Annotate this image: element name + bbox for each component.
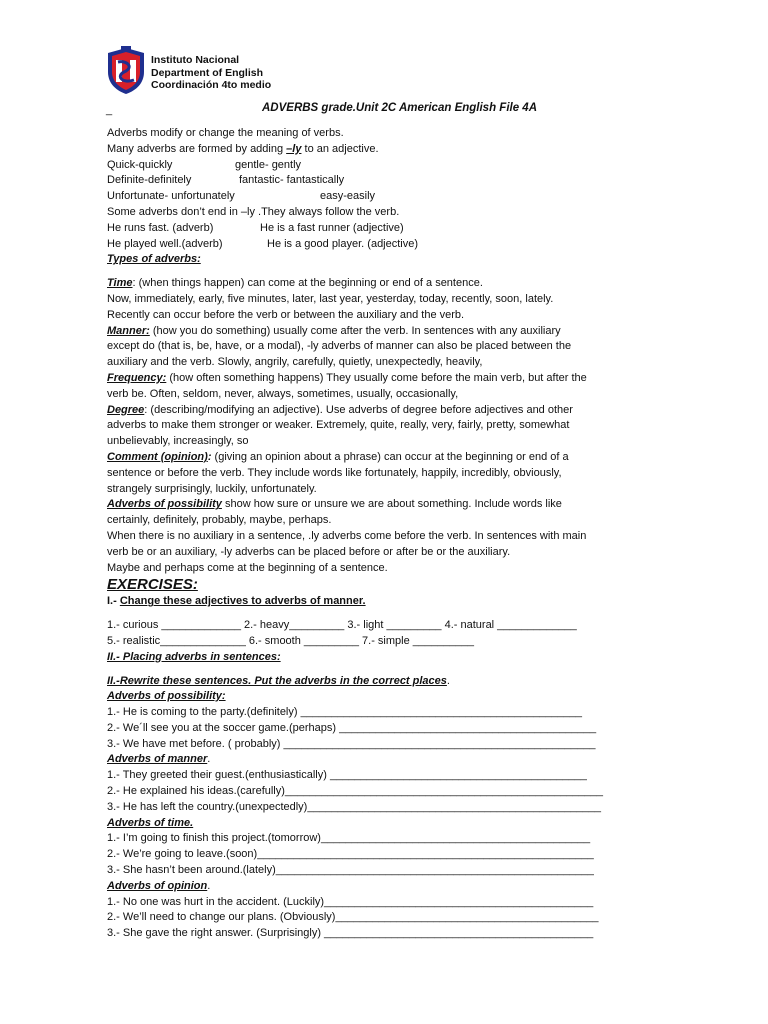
example-right: He is a fast runner (adjective): [260, 221, 404, 234]
exercise-sentence[interactable]: 1.- They greeted their guest.(enthusiastically) __________________________________________: [107, 769, 587, 782]
comment-line: [107, 450, 667, 466]
exercise-2-heading: II.- Placing adverbs in sentences:: [107, 650, 281, 663]
opinion-section-heading: [107, 879, 667, 895]
worksheet-body: [107, 126, 667, 942]
example-pair: [107, 173, 667, 189]
auxiliary-line: When there is no auxiliary in a sentence, .ly adverbs come before the verb. In sentences with main: [107, 529, 587, 542]
time-text: : (when things happen) can come at the beginning or end of a sentence.: [132, 277, 483, 290]
exercise-1-number: I.-: [107, 595, 120, 608]
time-line: Now, immediately, early, five minutes, later, last year, yesterday, today, recently, soon, lately.: [107, 292, 554, 305]
intro-line: Adverbs modify or change the meaning of verbs.: [107, 127, 344, 139]
time-line: [107, 276, 667, 292]
institution-name: Instituto Nacional: [151, 54, 240, 66]
degree-line: unbelievably, increasingly, so: [107, 435, 249, 448]
possibility-label: Adverbs of possibility: [107, 498, 222, 511]
example-left: Quick-quickly: [107, 158, 173, 171]
example-pair: [107, 237, 667, 253]
header-mark: _: [106, 104, 113, 116]
example-left: Definite-definitely: [107, 174, 192, 187]
exercise-sentence[interactable]: 3.- We have met before. ( probably) ___________________________________________________: [107, 737, 596, 750]
comment-colon: :: [207, 450, 212, 463]
example-pair: [107, 221, 667, 237]
exercise-2-instruction-text: II.-Rewrite these sentences. Put the adverbs in the correct places: [107, 674, 447, 687]
instruction-dot: .: [446, 674, 450, 687]
intro-text: to an adjective.: [301, 142, 379, 155]
exercise-sentence[interactable]: 2.- We’ll need to change our plans. (Obviously)___________________________________________: [107, 911, 599, 924]
auxiliary-line: Maybe and perhaps come at the beginning of a sentence.: [107, 561, 388, 574]
exercises-heading: EXERCISES:: [107, 576, 198, 594]
example-pair: [107, 158, 667, 174]
exercise-sentence[interactable]: 1.- He is coming to the party.(definitely) ______________________________________________: [107, 706, 583, 719]
comment-line: strangely surprisingly, luckily, unfortunately.: [107, 482, 317, 495]
exercise-1-title: [107, 594, 667, 610]
manner-section-heading: [107, 752, 667, 768]
exercise-1-row[interactable]: 5.- realistic______________ 6.- smooth _________ 7.- simple __________: [107, 634, 474, 647]
exercise-2-instruction: [107, 674, 667, 690]
time-line: Recently can occur before the verb or between the auxiliary and the verb.: [107, 308, 465, 321]
time-section-heading: Adverbs of time.: [107, 816, 194, 829]
exercise-1-instruction: Change these adjectives to adverbs of manner.: [119, 595, 366, 608]
ly-suffix: –ly: [286, 142, 302, 155]
worksheet-title: ADVERBS grade.Unit 2C American English File 4A: [262, 102, 537, 114]
institution-logo: [104, 46, 148, 96]
possibility-section-heading: Adverbs of possibility:: [107, 690, 226, 703]
comment-line: sentence or before the verb. They include words like fortunately, happily, incredibly, obviously,: [107, 466, 562, 479]
manner-section-text: Adverbs of manner: [107, 753, 208, 766]
frequency-label: Frequency:: [107, 371, 167, 384]
heading-dot: .: [207, 753, 211, 766]
exercise-1-row[interactable]: 1.- curious _____________ 2.- heavy_________ 3.- light _________ 4.- natural _____________: [107, 619, 577, 632]
possibility-line: [107, 497, 667, 513]
exercise-sentence[interactable]: 1.- I’m going to finish this project.(tomorrow)____________________________________________: [107, 832, 591, 845]
intro-line: [107, 142, 667, 158]
example-pair: [107, 189, 667, 205]
heading-dot: .: [207, 879, 211, 892]
example-left: Unfortunate- unfortunately: [107, 190, 235, 203]
possibility-text: show how sure or unsure we are about something. Include words like: [221, 498, 562, 511]
exercise-sentence[interactable]: 1.- No one was hurt in the accident. (Luckily)____________________________________________: [107, 895, 594, 908]
institution-header: [151, 54, 271, 92]
exercise-sentence[interactable]: 2.- He explained his ideas.(carefully)____________________________________________________: [107, 785, 604, 798]
frequency-line: [107, 371, 667, 387]
manner-line: [107, 324, 667, 340]
intro-line: Some adverbs don’t end in –ly .They always follow the verb.: [107, 205, 400, 218]
exercise-sentence[interactable]: 3.- She hasn’t been around.(lately)____________________________________________________: [107, 864, 594, 877]
possibility-line: certainly, definitely, probably, maybe, perhaps.: [107, 514, 332, 527]
manner-line: except do (that is, be, have, or a modal), -ly adverbs of manner can also be placed between the: [107, 340, 572, 353]
manner-line: auxiliary and the verb. Slowly, angrily, carefully, quietly, unexpectedly, heavily,: [107, 356, 483, 369]
frequency-text: (how often something happens) They usually come before the main verb, but after the: [166, 371, 587, 384]
comment-text: (giving an opinion about a phrase) can occur at the beginning or end of a: [211, 450, 569, 463]
auxiliary-line: verb be or an auxiliary, -ly adverbs can be placed before or after be or the auxiliary.: [107, 545, 511, 558]
types-heading: Types of adverbs:: [107, 253, 201, 266]
degree-label: Degree: [107, 403, 145, 416]
example-right: gentle- gently: [235, 158, 302, 171]
exercise-sentence[interactable]: 2.- We´ll see you at the soccer game.(perhaps) __________________________________________: [107, 721, 597, 734]
degree-line: [107, 403, 667, 419]
example-left: He played well.(adverb): [107, 237, 223, 250]
intro-text: Many adverbs are formed by adding: [107, 142, 287, 155]
example-right: He is a good player. (adjective): [267, 237, 419, 250]
exercise-sentence[interactable]: 3.- She gave the right answer. (Surprisingly) ____________________________________________: [107, 927, 594, 940]
example-left: He runs fast. (adverb): [107, 221, 214, 234]
example-right: easy-easily: [320, 190, 376, 203]
opinion-section-text: Adverbs of opinion: [107, 879, 208, 892]
department-name: Department of English: [151, 66, 264, 79]
example-right: fantastic- fantastically: [239, 174, 345, 187]
frequency-line: verb be. Often, seldom, never, always, sometimes, usually, occasionally,: [107, 387, 459, 400]
comment-label: Comment (opinion): [107, 450, 208, 463]
degree-text: : (describing/modifying an adjective). Use adverbs of degree before adjectives and other: [144, 403, 573, 416]
manner-label: Manner:: [107, 324, 150, 337]
time-label: Time: [107, 277, 133, 290]
exercise-sentence[interactable]: 3.- He has left the country.(unexpectedly)________________________________________________: [107, 800, 601, 813]
exercise-sentence[interactable]: 2.- We’re going to leave.(soon)_______________________________________________________: [107, 848, 594, 861]
degree-line: adverbs to make them stronger or weaker. Extremely, quite, really, very, fairly, pretty, somewhat: [107, 419, 570, 432]
manner-text: (how you do something) usually come after the verb. In sentences with any auxiliary: [149, 324, 561, 337]
coordination-name: Coordinación 4to medio: [151, 79, 272, 91]
